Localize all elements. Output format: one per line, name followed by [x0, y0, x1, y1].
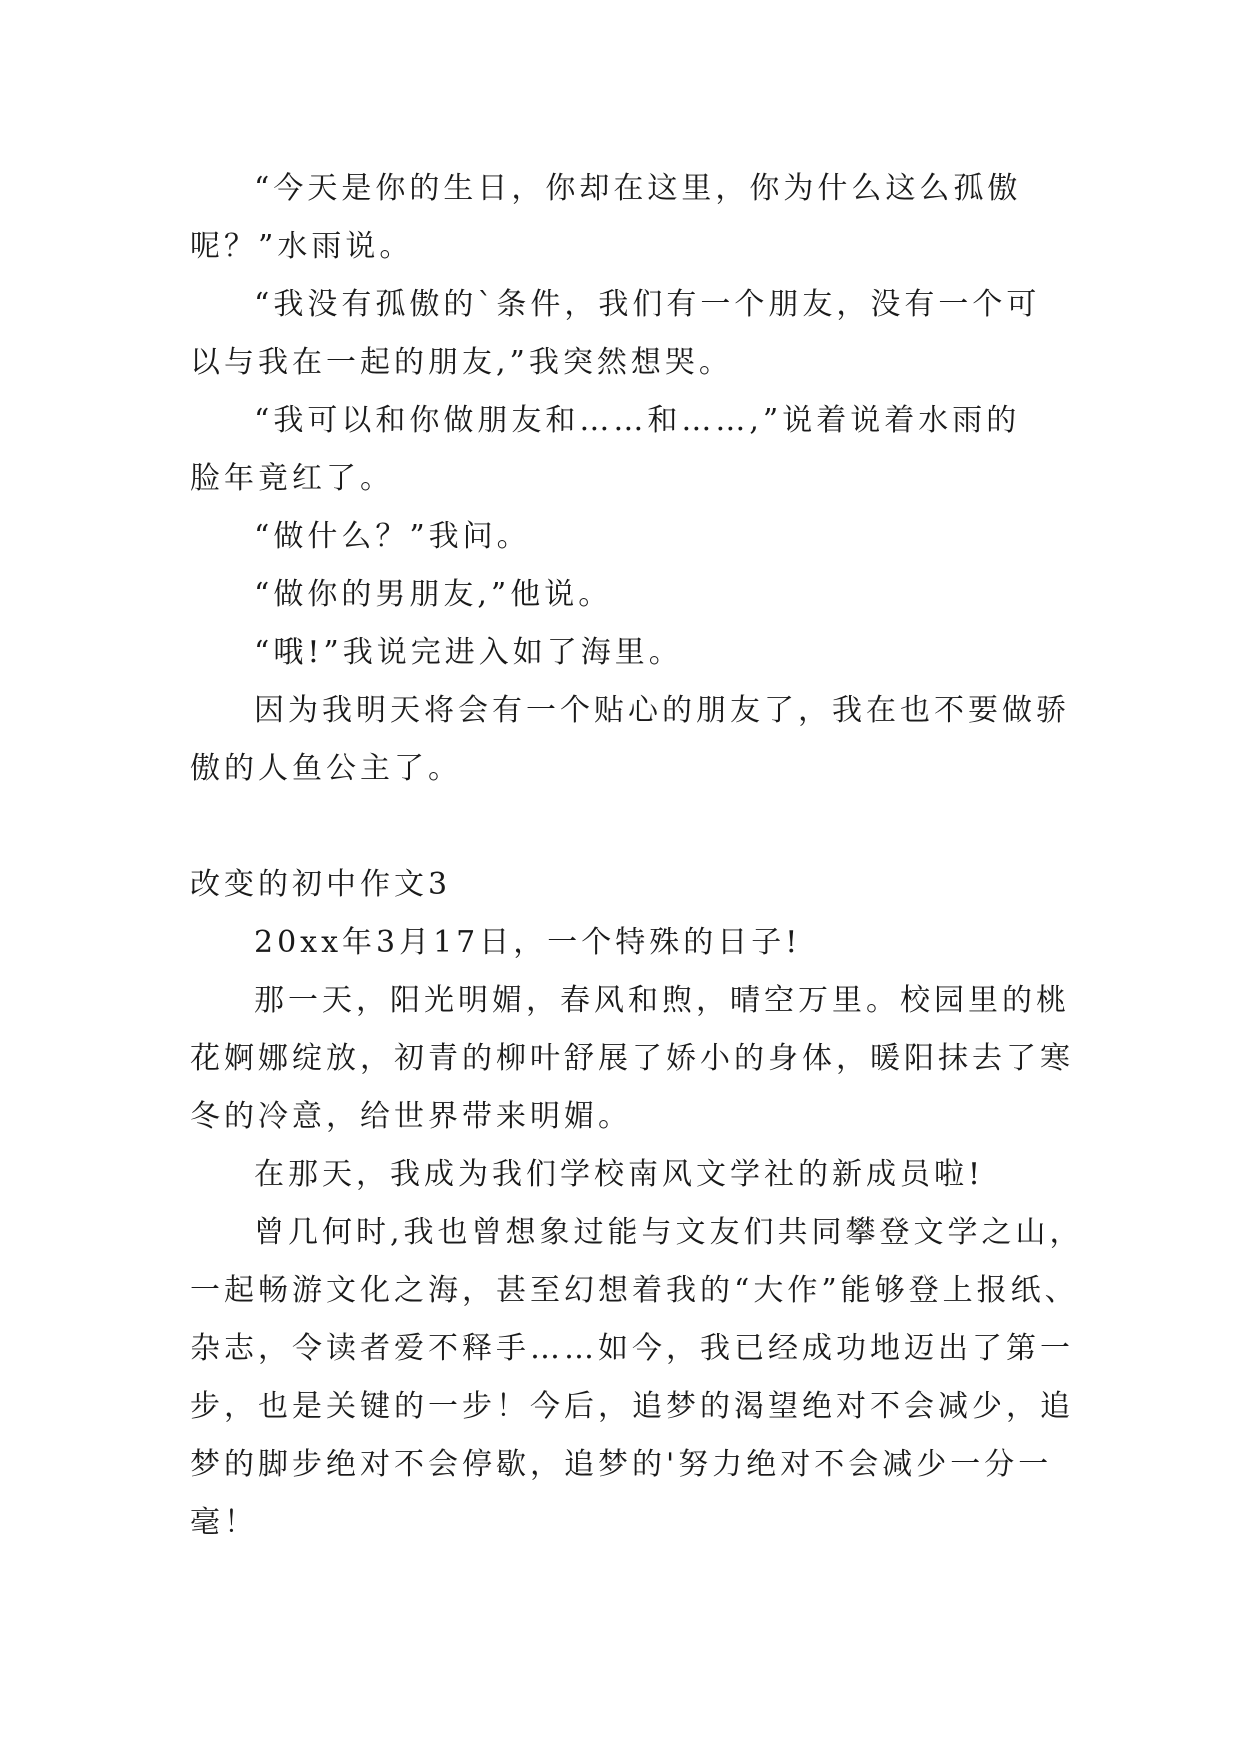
paragraph-line: 一起畅游文化之海，甚至幻想着我的“大作”能够登上报纸、 [190, 1273, 1079, 1308]
paragraph-line: “哦!”我说完进入如了海里。 [254, 635, 683, 670]
paragraph-line: “我可以和你做朋友和……和……,”说着说着水雨的 [254, 403, 1021, 438]
paragraph-line: 花婀娜绽放，初青的柳叶舒展了娇小的身体，暖阳抹去了寒 [190, 1041, 1074, 1076]
story-section [190, 160, 1070, 798]
paragraph-line: 梦的脚步绝对不会停歇，追梦的'努力绝对不会减少一分一 [190, 1447, 1053, 1482]
paragraph-line: 以与我在一起的朋友,”我突然想哭。 [190, 345, 733, 380]
paragraph-line: 那一天，阳光明媚，春风和煦，晴空万里。校园里的桃 [254, 983, 1070, 1018]
paragraph-line: 曾几何时,我也曾想象过能与文友们共同攀登文学之山， [254, 1215, 1084, 1250]
paragraph-line: 在那天，我成为我们学校南风文学社的新成员啦! [254, 1157, 985, 1192]
paragraph-line: 20xx年3月17日，一个特殊的日子! [254, 925, 802, 960]
paragraph-line: 傲的人鱼公主了。 [190, 751, 462, 786]
paragraph-line: 因为我明天将会有一个贴心的朋友了，我在也不要做骄 [254, 693, 1070, 728]
paragraph-line: “做你的男朋友,”他说。 [254, 577, 613, 612]
section-heading: 改变的初中作文3 [190, 867, 452, 902]
paragraph-line: “今天是你的生日，你却在这里，你为什么这么孤傲 [254, 171, 1022, 206]
paragraph-line: 杂志，令读者爱不释手……如今，我已经成功地迈出了第一 [190, 1331, 1074, 1366]
document-page [190, 160, 1084, 1552]
paragraph-line: “做什么？”我问。 [254, 519, 531, 554]
paragraph-line: 步，也是关键的一步！今后，追梦的渴望绝对不会减少，追 [190, 1389, 1074, 1424]
paragraph-line: 脸年竟红了。 [190, 461, 394, 496]
paragraph-line: 呢？”水雨说。 [190, 229, 414, 264]
paragraph-line: 冬的冷意，给世界带来明媚。 [190, 1099, 632, 1134]
paragraph-line: “我没有孤傲的`条件，我们有一个朋友，没有一个可 [254, 287, 1041, 322]
section-spacer [190, 798, 1052, 856]
essay-section [190, 856, 1084, 1552]
paragraph-line: 毫！ [190, 1505, 258, 1540]
